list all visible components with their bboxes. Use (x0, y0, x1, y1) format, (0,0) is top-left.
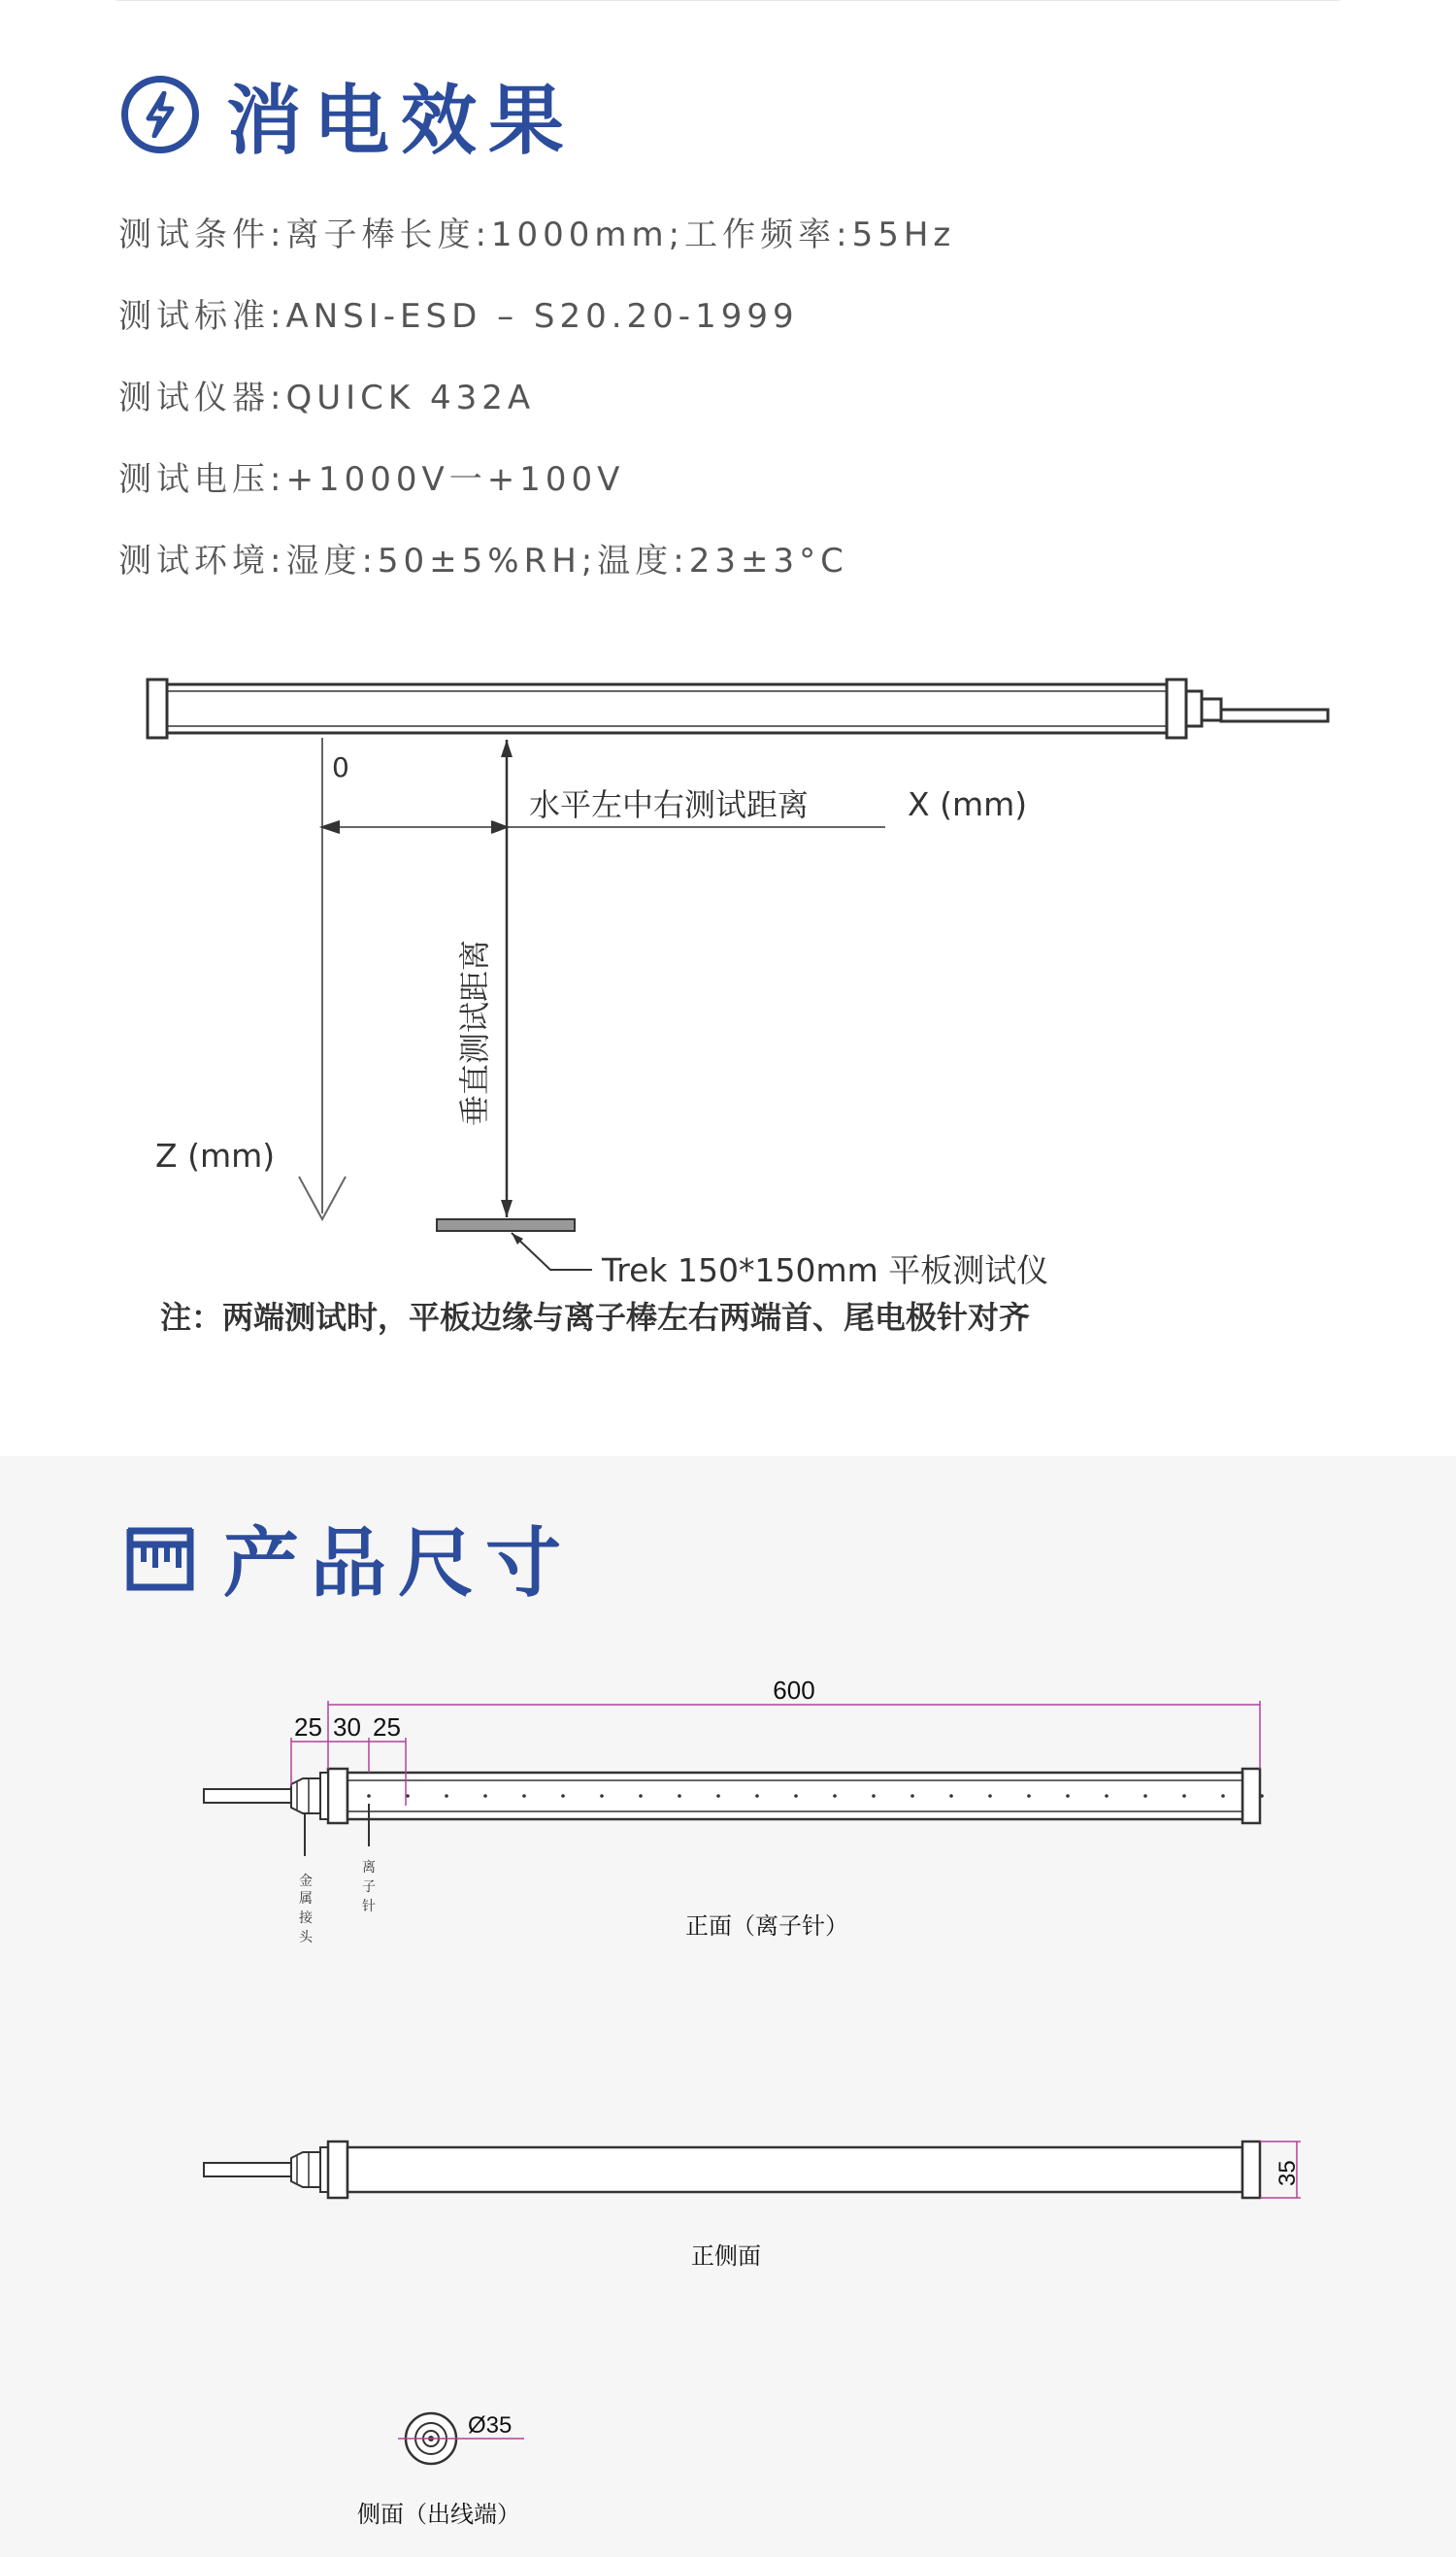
ion-pin (367, 1794, 371, 1798)
dim-a-label: 25 (294, 1712, 322, 1742)
dim-b-label: 30 (333, 1712, 361, 1742)
svg-text:离: 离 (362, 1860, 376, 1876)
section-heading: 产品尺寸 (223, 1520, 574, 1608)
lightning-circle-icon (121, 76, 199, 153)
side-view (204, 2142, 1301, 2270)
length-label: 600 (773, 1676, 815, 1705)
test-plate (437, 1219, 575, 1231)
diameter-label: Ø35 (468, 2412, 513, 2439)
cable (204, 1789, 291, 1803)
ion-bar (148, 680, 1328, 738)
svg-text:针: 针 (362, 1899, 376, 1914)
connector-label (299, 1874, 314, 1945)
svg-text:子: 子 (362, 1879, 376, 1895)
ion-pin (1066, 1794, 1070, 1798)
ion-pin (716, 1794, 720, 1798)
ion-pin (988, 1794, 992, 1798)
side-view-caption: 正侧面 (691, 2242, 761, 2270)
ion-pin (445, 1794, 448, 1798)
z-axis-label: Z (mm) (155, 1137, 276, 1175)
horizontal-distance-label: 水平左中右测试距离 (529, 786, 810, 823)
spec-condition: 测试条件:离子棒长度:1000mm;工作频率:55Hz (118, 216, 956, 254)
spec-instrument: 测试仪器:QUICK 432A (118, 379, 536, 417)
pin-label (362, 1860, 376, 1914)
height-label: 35 (1274, 2160, 1301, 2186)
svg-text:头: 头 (299, 1930, 313, 1945)
plate-leader-line (512, 1233, 592, 1270)
page-title: 消电效果 (226, 78, 577, 165)
ion-pin (1182, 1794, 1186, 1798)
vertical-distance-label: 垂直测试距离 (456, 939, 493, 1126)
end-view (357, 2412, 524, 2528)
spec-list (118, 212, 955, 619)
ion-pin (910, 1794, 914, 1798)
test-setup-diagram (0, 641, 1456, 1378)
ion-pin (522, 1794, 526, 1798)
ion-pin (872, 1794, 876, 1798)
end-view-caption: 侧面（出线端） (357, 2501, 520, 2528)
ion-pin (1260, 1794, 1264, 1798)
svg-text:属: 属 (299, 1891, 313, 1907)
front-view (204, 1676, 1264, 1945)
section-title-discharge (121, 60, 576, 169)
ion-pin (600, 1794, 604, 1798)
x-axis-label: X (mm) (908, 785, 1028, 823)
ion-pin (949, 1794, 953, 1798)
svg-text:金: 金 (299, 1874, 313, 1889)
dimension-drawing (0, 1456, 1456, 2557)
spec-voltage: 测试电压:+1000V一+100V (118, 460, 625, 499)
ion-pin (639, 1794, 643, 1798)
front-view-caption: 正面（离子针） (685, 1912, 848, 1940)
spec-environment: 测试环境:湿度:50±5%RH;温度:23±3°C (118, 542, 848, 581)
top-divider (116, 0, 1340, 1)
ion-bar-side (347, 2147, 1242, 2192)
origin-label: 0 (332, 751, 349, 783)
ion-pin (1221, 1794, 1225, 1798)
ion-pin (755, 1794, 759, 1798)
ion-pin (833, 1794, 837, 1798)
metal-connector (291, 1778, 320, 1813)
ion-pin (1143, 1794, 1147, 1798)
ion-pin (1105, 1794, 1109, 1798)
ion-pin (794, 1794, 798, 1798)
ion-pin (561, 1794, 565, 1798)
svg-text:接: 接 (299, 1910, 313, 1926)
ion-pin (678, 1794, 681, 1798)
test-note: 注：两端测试时，平板边缘与离子棒左右两端首、尾电极针对齐 (160, 1299, 1031, 1336)
ion-pin (483, 1794, 487, 1798)
ion-pin (1027, 1794, 1031, 1798)
plate-label: Trek 150*150mm 平板测试仪 (602, 1251, 1049, 1289)
dim-c-label: 25 (373, 1712, 401, 1742)
spec-standard: 测试标准:ANSI-ESD – S20.20-1999 (118, 297, 799, 336)
